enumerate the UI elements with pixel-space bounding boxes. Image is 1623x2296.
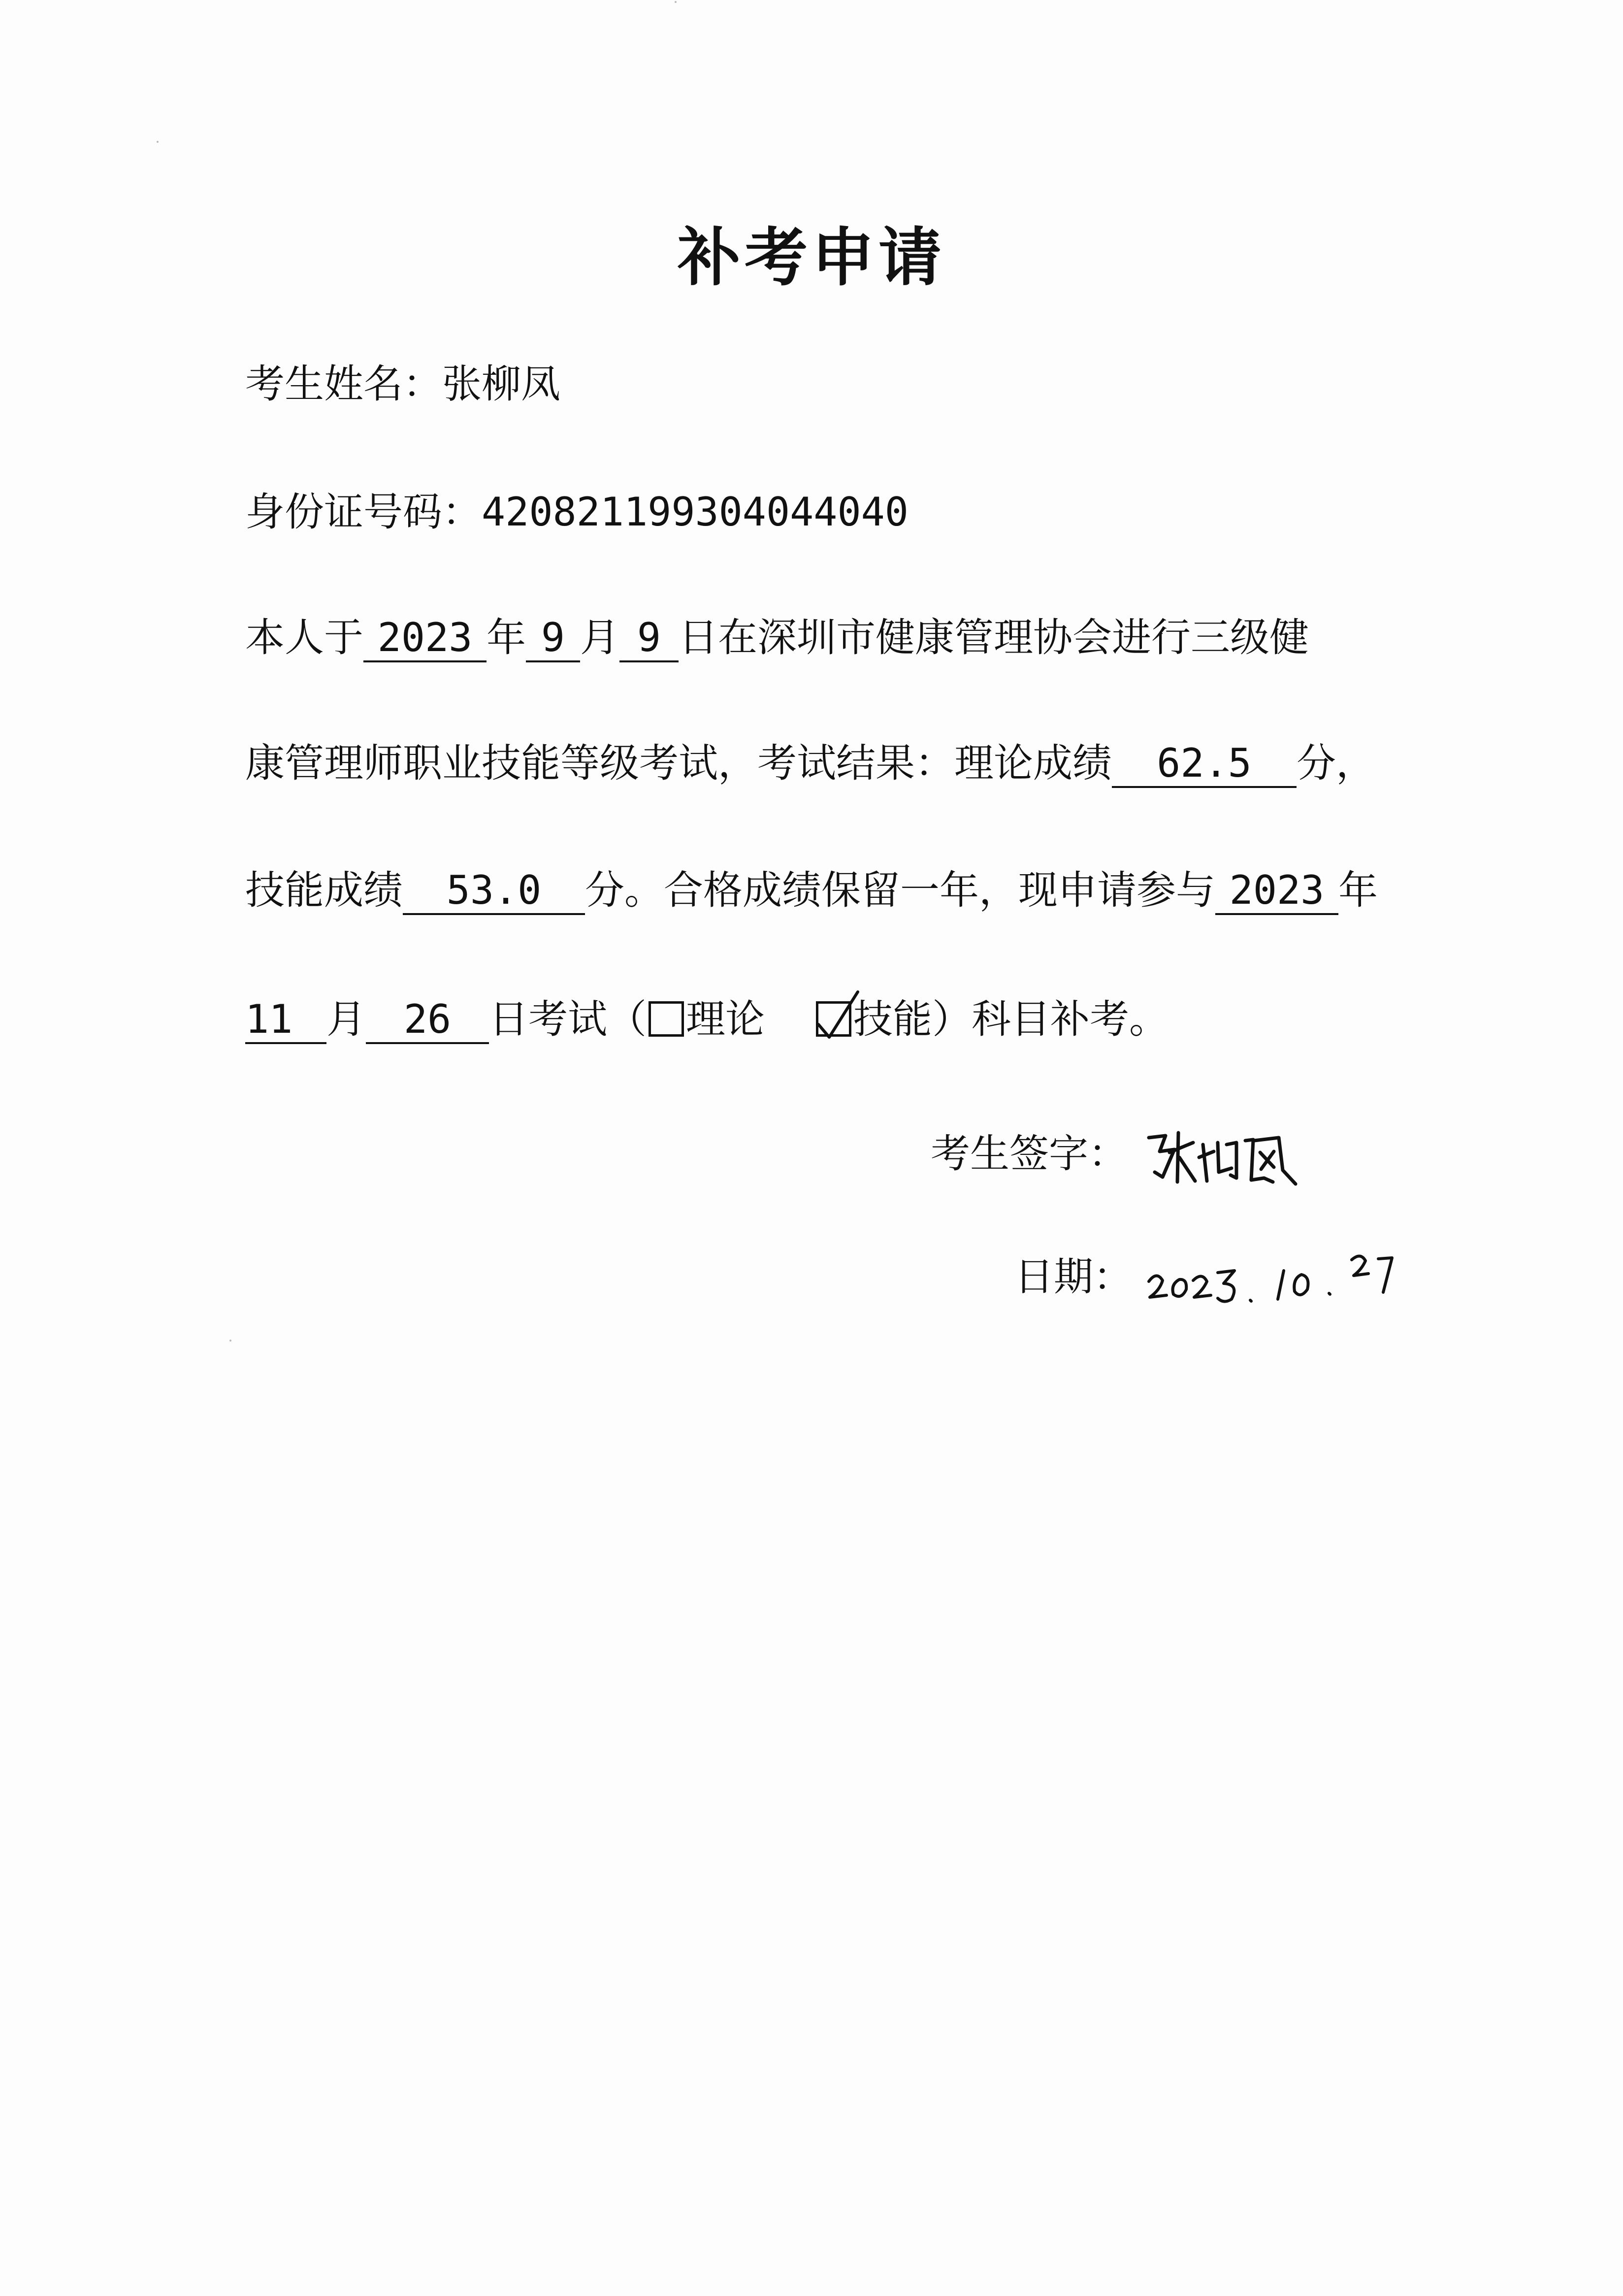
name-value: 张柳凤 bbox=[442, 361, 560, 407]
paragraph-line-3 bbox=[245, 867, 1378, 915]
id-label: 身份证号码： bbox=[245, 489, 482, 535]
makeup-year-field: 2023 bbox=[1215, 871, 1338, 915]
paragraph-line-4 bbox=[245, 996, 1169, 1044]
text-segment: ）科目补考。 bbox=[932, 996, 1169, 1042]
text-segment: 日考试（ bbox=[489, 996, 647, 1042]
id-row bbox=[245, 489, 909, 535]
exam-year-field: 2023 bbox=[363, 618, 487, 662]
scan-speck bbox=[229, 1340, 231, 1342]
scan-speck bbox=[157, 141, 159, 143]
exam-month-field: 9 bbox=[526, 618, 580, 662]
text-segment: 分， bbox=[1297, 740, 1375, 786]
theory-score-field: 62.5 bbox=[1112, 744, 1297, 788]
document-title: 补考申请 bbox=[677, 221, 945, 295]
signature-row bbox=[931, 1123, 1307, 1192]
text-segment: 年 bbox=[1338, 867, 1378, 913]
makeup-day-field: 26 bbox=[366, 1000, 489, 1044]
text-segment: 分。合格成绩保留一年，现申请参与 bbox=[585, 867, 1215, 913]
handwritten-signature bbox=[1140, 1123, 1307, 1192]
exam-day-field: 9 bbox=[619, 618, 679, 662]
makeup-month-field: 11 bbox=[245, 1000, 326, 1044]
theory-option-label: 理论 bbox=[686, 996, 765, 1042]
checkmark-icon bbox=[815, 990, 860, 1039]
text-segment: 月 bbox=[580, 615, 619, 660]
skill-checkbox[interactable] bbox=[816, 1001, 851, 1037]
date-label: 日期： bbox=[1014, 1254, 1133, 1300]
skill-option-label: 技能 bbox=[853, 996, 932, 1042]
paragraph-line-2 bbox=[245, 740, 1375, 788]
text-segment: 技能成绩 bbox=[245, 867, 403, 913]
skill-score-field: 53.0 bbox=[403, 871, 585, 915]
name-row bbox=[245, 361, 560, 407]
scan-speck bbox=[675, 1, 677, 3]
id-value: 420821199304044040 bbox=[482, 489, 909, 535]
text-segment: 月 bbox=[326, 996, 366, 1042]
text-segment: 康管理师职业技能等级考试，考试结果：理论成绩 bbox=[245, 740, 1112, 786]
handwritten-date bbox=[1145, 1246, 1401, 1315]
name-label: 考生姓名： bbox=[245, 361, 442, 407]
paragraph-line-1 bbox=[245, 615, 1309, 662]
text-segment: 本人于 bbox=[245, 615, 363, 660]
text-segment: 日在深圳市健康管理协会进行三级健 bbox=[679, 615, 1309, 660]
signature-label: 考生签字： bbox=[931, 1131, 1128, 1177]
date-row bbox=[1014, 1246, 1401, 1315]
theory-checkbox[interactable] bbox=[649, 1001, 684, 1037]
text-segment: 年 bbox=[487, 615, 526, 660]
